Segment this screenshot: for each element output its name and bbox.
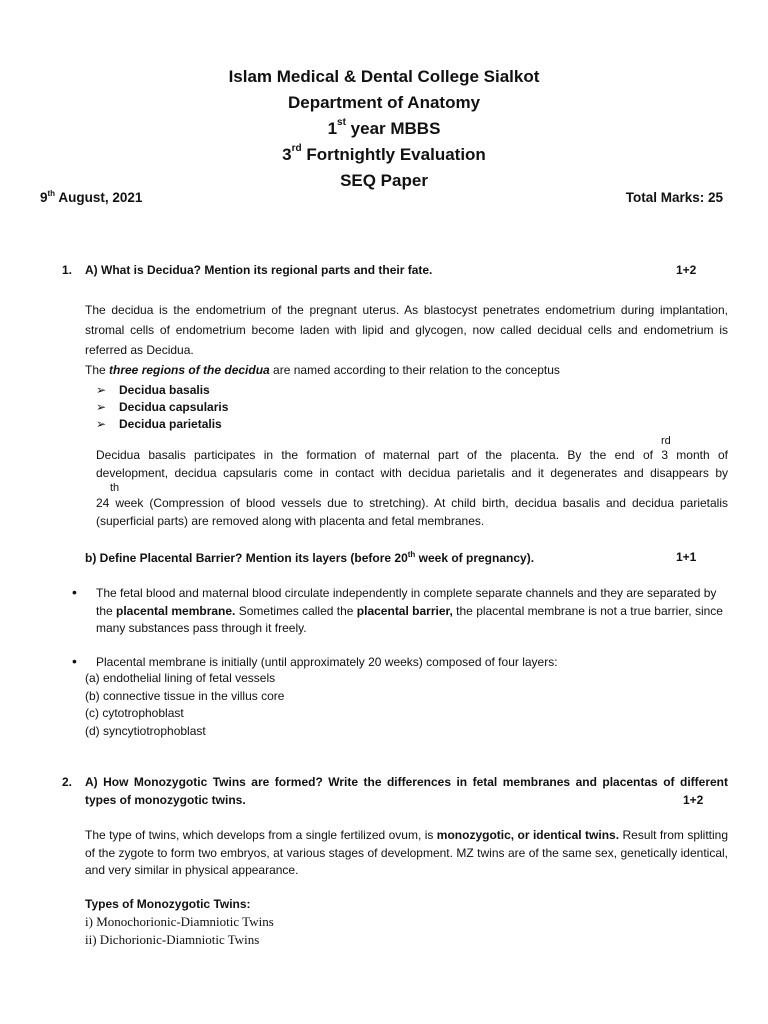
bullet-icon: • xyxy=(72,584,77,600)
list-item: ➢ Decidua parietalis xyxy=(96,417,222,431)
question-1b-marks: 1+1 xyxy=(676,550,697,564)
question-number: 2. xyxy=(62,775,73,789)
arrow-bullet-icon: ➢ xyxy=(96,400,107,414)
college-name: Islam Medical & Dental College Sialkot xyxy=(228,67,540,86)
evaluation-title: 3rd Fortnightly Evaluation xyxy=(282,143,486,164)
twin-types-list xyxy=(85,913,274,948)
question-number: 1. xyxy=(62,263,73,277)
list-item: ➢ Decidua capsularis xyxy=(96,400,229,414)
list-item: (b) connective tissue in the villus core xyxy=(85,688,285,703)
total-marks: Total Marks: 25 xyxy=(625,190,723,205)
question-text-line-1: A) How Monozygotic Twins are formed? Write the differences in fetal membranes and placentas of different xyxy=(85,775,728,789)
list-item: ➢ Decidua basalis xyxy=(96,383,210,397)
paper-title: SEQ Paper xyxy=(340,171,428,190)
question-text-line-2: types of monozygotic twins. xyxy=(85,793,246,807)
question-text: A) What is Decidua? Mention its regional parts and their fate. xyxy=(85,263,433,277)
decidua-fate-line-2: development, decidua capsularis come in contact with decidua parietalis and it degenerates and disappears by xyxy=(96,466,728,480)
list-item: i) Monochorionic-Diamniotic Twins xyxy=(85,914,274,929)
placental-membrane-layers-intro: Placental membrane is initially (until approximately 20 weeks) composed of four layers: xyxy=(96,655,558,669)
decidua-definition: The decidua is the endometrium of the pregnant uterus. As blastocyst penetrates endometrium during implantation, stromal cells of endometrium become laden with lipid and glycogen, now called decidual cells and endometrium is referred as Decidua. xyxy=(85,303,728,357)
list-item: (d) syncytiotrophoblast xyxy=(85,723,206,738)
decidua-fate-line-3: 24 week (Compression of blood vessels due to stretching). At child birth, decidua basalis and decidua parietalis xyxy=(96,496,728,510)
decidua-fate-line-1: Decidua basalis participates in the formation of maternal part of the placenta. By the end of 3 month of xyxy=(96,448,728,462)
decidua-regions-list xyxy=(96,382,228,433)
year-title: 1st year MBBS xyxy=(327,117,441,138)
arrow-bullet-icon: ➢ xyxy=(96,383,107,397)
list-item: (c) cytotrophoblast xyxy=(85,706,184,720)
question-2a-marks: 1+2 xyxy=(683,793,704,807)
document-header xyxy=(0,64,768,194)
decidua-regions-intro: The three regions of the decidua are named according to their relation to the conceptus xyxy=(85,363,560,377)
superscript-th: th xyxy=(110,482,120,494)
exam-date: 9th August, 2021 xyxy=(40,189,143,205)
superscript-rd: rd xyxy=(661,435,671,447)
monozygotic-definition: The type of twins, which develops from a single fertilized ovum, is monozygotic, or identical twins. Result from splitting of the zygote to form two embryos, at various stages of development. MZ twins are of the same sex, genetically identical, and very similar in physical appearance. xyxy=(85,828,729,877)
placental-layers-list xyxy=(85,670,284,740)
department-name: Department of Anatomy xyxy=(287,93,481,112)
question-1b: b) Define Placental Barrier? Mention its layers (before 20th week of pregnancy). xyxy=(85,550,535,565)
decidua-fate-line-4: (superficial parts) are removed along with placenta and fetal membranes. xyxy=(96,514,485,528)
list-item: ii) Dichorionic-Diamniotic Twins xyxy=(85,931,260,947)
arrow-bullet-icon: ➢ xyxy=(96,417,107,431)
list-item: (a) endothelial lining of fetal vessels xyxy=(85,671,276,685)
bullet-icon: • xyxy=(72,653,77,669)
placental-barrier-definition: The fetal blood and maternal blood circulate independently in complete separate channels and they are separated by the placental membrane. Sometimes called the placental barrier, the placental membrane is not a true barrier, since many substances pass through it freely. xyxy=(96,586,723,635)
twin-types-heading: Types of Monozygotic Twins: xyxy=(85,897,251,911)
question-1a-marks: 1+2 xyxy=(676,263,697,277)
